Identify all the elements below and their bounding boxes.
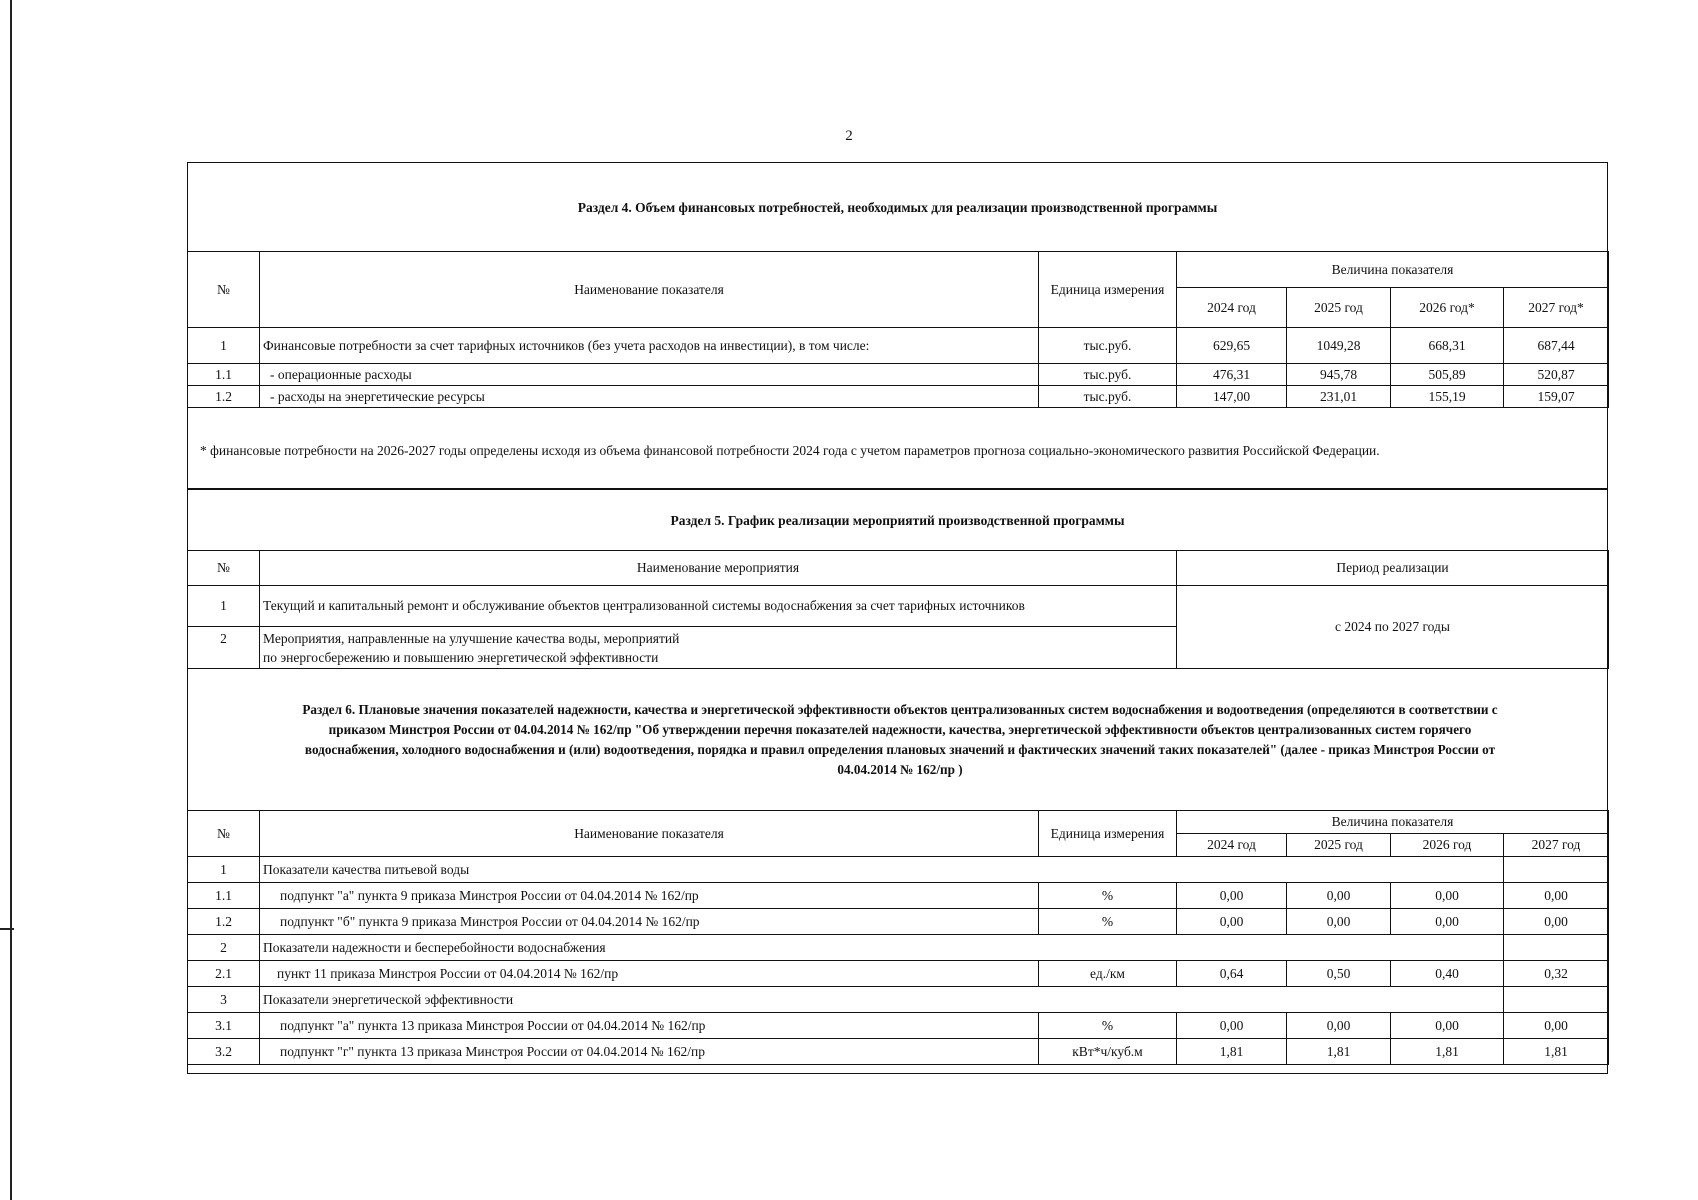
row-value: 1,81 <box>1391 1039 1504 1065</box>
row-name: подпункт "б" пункта 9 приказа Минстроя России от 04.04.2014 № 162/пр <box>260 909 1039 935</box>
row-value: 0,50 <box>1287 961 1391 987</box>
row-value: 0,40 <box>1391 961 1504 987</box>
row-unit: тыс.руб. <box>1039 386 1177 408</box>
s6-header-unit: Единица измерения <box>1039 811 1177 857</box>
table-row <box>188 586 1609 627</box>
section4-title: Раздел 4. Объем финансовых потребностей, необходимых для реализации производственной программы <box>577 200 1218 215</box>
row-num: 2 <box>188 935 260 961</box>
row-value: 0,00 <box>1177 1013 1287 1039</box>
row-value: 0,00 <box>1504 883 1609 909</box>
section5-title: Раздел 5. График реализации мероприятий производственной программы <box>670 513 1125 528</box>
group-name: Показатели качества питьевой воды <box>260 857 1504 883</box>
row-value: 147,00 <box>1177 386 1287 408</box>
row-value: 520,87 <box>1504 364 1609 386</box>
scan-edge-tick <box>0 928 14 930</box>
row-num: 3.2 <box>188 1039 260 1065</box>
empty-cell <box>1504 987 1609 1013</box>
section6-title-line: 04.04.2014 № 162/пр ) <box>837 762 963 777</box>
s5-header-period: Период реализации <box>1177 551 1609 586</box>
s4-header-year: 2027 год* <box>1504 288 1609 328</box>
section-separator <box>187 488 1608 490</box>
row-name-line: Мероприятия, направленные на улучшение качества воды, мероприятий <box>263 630 680 646</box>
table-row <box>188 364 1609 386</box>
s4-header-unit: Единица измерения <box>1039 252 1177 328</box>
row-unit: тыс.руб. <box>1039 328 1177 364</box>
row-value: 945,78 <box>1287 364 1391 386</box>
row-unit: % <box>1039 1013 1177 1039</box>
row-num: 1.2 <box>188 909 260 935</box>
table-row <box>188 883 1609 909</box>
row-value: 0,00 <box>1287 909 1391 935</box>
row-num: 2.1 <box>188 961 260 987</box>
row-unit: тыс.руб. <box>1039 364 1177 386</box>
row-num: 1.1 <box>188 883 260 909</box>
row-value: 0,00 <box>1504 909 1609 935</box>
row-value: 0,00 <box>1177 909 1287 935</box>
s6-header-year: 2025 год <box>1287 834 1391 857</box>
s6-header-year: 2026 год <box>1391 834 1504 857</box>
row-name <box>260 627 1177 669</box>
s4-header-num: № <box>188 252 260 328</box>
row-value: 668,31 <box>1391 328 1504 364</box>
empty-cell <box>1504 857 1609 883</box>
s5-header-name: Наименование мероприятия <box>260 551 1177 586</box>
row-value: 505,89 <box>1391 364 1504 386</box>
row-value: 0,64 <box>1177 961 1287 987</box>
row-num: 1.2 <box>188 386 260 408</box>
row-num: 1 <box>188 328 260 364</box>
row-name: подпункт "а" пункта 9 приказа Минстроя России от 04.04.2014 № 162/пр <box>260 883 1039 909</box>
section6-title-line: водоснабжения, холодного водоснабжения и (или) водоотведения, порядка и правил определения плановых значений и фактических значений таких показателей" (далее - приказ Минстроя России от <box>304 742 1496 757</box>
table-row <box>188 386 1609 408</box>
row-num: 1 <box>188 586 260 627</box>
section5-table <box>187 550 1609 669</box>
table-row <box>188 328 1609 364</box>
page-number: 2 <box>845 128 853 144</box>
period-cell: с 2024 по 2027 годы <box>1177 586 1609 669</box>
row-value: 0,00 <box>1287 1013 1391 1039</box>
row-name-line: по энергосбережению и повышению энергетической эффективности <box>263 649 659 665</box>
row-value: 629,65 <box>1177 328 1287 364</box>
row-value: 1,81 <box>1287 1039 1391 1065</box>
row-value: 476,31 <box>1177 364 1287 386</box>
row-value: 159,07 <box>1504 386 1609 408</box>
row-value: 1,81 <box>1504 1039 1609 1065</box>
table-row <box>188 857 1609 883</box>
s6-header-name: Наименование показателя <box>260 811 1039 857</box>
row-name: - расходы на энергетические ресурсы <box>260 386 1039 408</box>
group-name: Показатели надежности и бесперебойности водоснабжения <box>260 935 1504 961</box>
s6-header-value-group: Величина показателя <box>1177 811 1609 834</box>
section4-footnote: * финансовые потребности на 2026-2027 годы определены исходя из объема финансовой потребности 2024 года с учетом параметров прогноза социально-экономического развития Российской Федерации. <box>200 443 1380 458</box>
row-unit: % <box>1039 883 1177 909</box>
scan-edge-line <box>10 0 12 1200</box>
row-name: пункт 11 приказа Минстроя России от 04.04.2014 № 162/пр <box>260 961 1039 987</box>
s6-header-num: № <box>188 811 260 857</box>
row-value: 0,00 <box>1177 883 1287 909</box>
section6-title <box>195 700 1605 780</box>
row-value: 0,00 <box>1287 883 1391 909</box>
section6-title-line: приказом Минстроя России от 04.04.2014 № 162/пр "Об утверждении перечня показателей надежности, качества, энергетической эффективности объектов централизованных систем горячего <box>328 722 1472 737</box>
s4-header-year: 2026 год* <box>1391 288 1504 328</box>
table-row <box>188 935 1609 961</box>
row-num: 3 <box>188 987 260 1013</box>
row-value: 1049,28 <box>1287 328 1391 364</box>
row-num: 1 <box>188 857 260 883</box>
s6-header-year: 2024 год <box>1177 834 1287 857</box>
row-value: 0,32 <box>1504 961 1609 987</box>
section6-title-line: Раздел 6. Плановые значения показателей надежности, качества и энергетической эффективности объектов централизованных систем водоснабжения и водоотведения (определяются в соответствии с <box>302 702 1498 717</box>
row-value: 0,00 <box>1391 1013 1504 1039</box>
empty-cell <box>1504 935 1609 961</box>
row-value: 1,81 <box>1177 1039 1287 1065</box>
row-name: Текущий и капитальный ремонт и обслуживание объектов централизованной системы водоснабжения за счет тарифных источников <box>260 586 1177 627</box>
row-name: - операционные расходы <box>260 364 1039 386</box>
row-value: 0,00 <box>1391 883 1504 909</box>
s5-header-num: № <box>188 551 260 586</box>
table-row <box>188 1013 1609 1039</box>
s4-header-value-group: Величина показателя <box>1177 252 1609 288</box>
row-num: 2 <box>188 627 260 669</box>
row-name: подпункт "а" пункта 13 приказа Минстроя России от 04.04.2014 № 162/пр <box>260 1013 1039 1039</box>
s4-header-year: 2024 год <box>1177 288 1287 328</box>
section4-table <box>187 251 1609 408</box>
row-unit: % <box>1039 909 1177 935</box>
row-name: Финансовые потребности за счет тарифных источников (без учета расходов на инвестиции), в том числе: <box>260 328 1039 364</box>
row-value: 0,00 <box>1504 1013 1609 1039</box>
table-row <box>188 987 1609 1013</box>
row-name: подпункт "г" пункта 13 приказа Минстроя России от 04.04.2014 № 162/пр <box>260 1039 1039 1065</box>
row-value: 0,00 <box>1391 909 1504 935</box>
row-num: 1.1 <box>188 364 260 386</box>
s4-header-name: Наименование показателя <box>260 252 1039 328</box>
row-num: 3.1 <box>188 1013 260 1039</box>
row-unit: ед./км <box>1039 961 1177 987</box>
table-row <box>188 1039 1609 1065</box>
row-value: 155,19 <box>1391 386 1504 408</box>
section6-table <box>187 810 1609 1065</box>
s4-header-year: 2025 год <box>1287 288 1391 328</box>
s6-header-year: 2027 год <box>1504 834 1609 857</box>
table-row <box>188 961 1609 987</box>
row-value: 687,44 <box>1504 328 1609 364</box>
row-value: 231,01 <box>1287 386 1391 408</box>
row-unit: кВт*ч/куб.м <box>1039 1039 1177 1065</box>
table-row <box>188 909 1609 935</box>
group-name: Показатели энергетической эффективности <box>260 987 1504 1013</box>
